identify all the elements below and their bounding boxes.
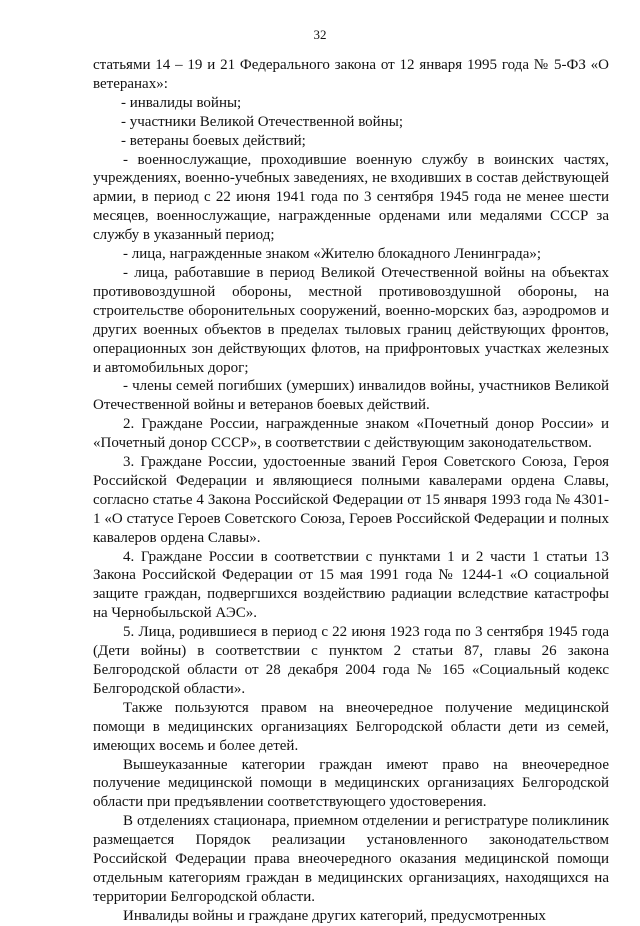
paragraph: статьями 14 – 19 и 21 Федерального закона от 12 января 1995 года № 5-ФЗ «О ветеранах»: (93, 57, 609, 92)
paragraph: В отделениях стационара, приемном отделении и регистратуре поликлиник размещается Порядок реализации установленного законодательством Российской Федерации права внеочередного оказания медицинской помощи отдельным категориям граждан в медицинских организациях, находящихся на территории Белгородской области. (93, 813, 609, 905)
paragraph: - лица, работавшие в период Великой Отечественной войны на объектах противовоздушной обороны, местной противовоздушной обороны, на строительстве оборонительных сооружений, военно-морских баз, аэродромов и других военных объектов в пределах тыловых границ действующих фронтов, операционных зон действующих флотов, на прифронтовых участках железных и автомобильных дорог; (93, 264, 609, 376)
paragraph: 4. Граждане России в соответствии с пунктами 1 и 2 части 1 статьи 13 Закона Российской Федерации от 15 мая 1991 года № 1244-1 «О социальной защите граждан, подвергшихся воздействию радиации вследствие катастрофы на Чернобыльской АЭС». (93, 548, 609, 622)
document-body (93, 56, 609, 926)
paragraph: 3. Граждане России, удостоенные званий Героя Советского Союза, Героя Российской Федерации и являющиеся полными кавалерами ордена Славы, согласно статье 4 Закона Российской Федерации от 15 января 1993 года № 4301-1 «О статусе Героев Советского Союза, Героев Российской Федерации и полных кавалеров ордена Славы». (93, 454, 609, 546)
list-item: - участники Великой Отечественной войны; (121, 113, 403, 130)
paragraph: - лица, награжденные знаком «Жителю блокадного Ленинграда»; (123, 246, 542, 263)
paragraph: 5. Лица, родившиеся в период с 22 июня 1923 года по 3 сентября 1945 года (Дети войны) в соответствии с пунктом 2 статьи 87, главы 26 закона Белгородской области от 28 декабря 2004 года № 165 «Социальный кодекс Белгородской области». (93, 624, 609, 697)
paragraph: 2. Граждане России, награжденные знаком «Почетный донор России» и «Почетный донор СССР», в соответствии с действующим законодательством. (93, 416, 609, 452)
list-item: - ветераны боевых действий; (121, 132, 306, 149)
page-number: 32 (313, 27, 327, 42)
paragraph: Вышеуказанные категории граждан имеют право на внеочередное получение медицинской помощи в медицинских организациях Белгородской области при предъявлении соответствующего удостоверения. (93, 756, 609, 811)
paragraph: Инвалиды войны и граждане других категорий, предусмотренных (123, 907, 546, 924)
paragraph: - члены семей погибших (умерших) инвалидов войны, участников Великой Отечественной войны и ветеранов боевых действий. (93, 378, 609, 414)
paragraph: Также пользуются правом на внеочередное получение медицинской помощи в медицинских организациях Белгородской области дети из семей, имеющих восемь и более детей. (93, 699, 609, 754)
list-item: - инвалиды войны; (121, 94, 242, 111)
paragraph: - военнослужащие, проходившие военную службу в воинских частях, учреждениях, военно-учебных заведениях, не входивших в состав действующей армии, в период с 22 июня 1941 года по 3 сентября 1945 года не менее шести месяцев, военнослужащие, награжденные орденами или медалями СССР за службу в указанный период; (93, 151, 609, 244)
